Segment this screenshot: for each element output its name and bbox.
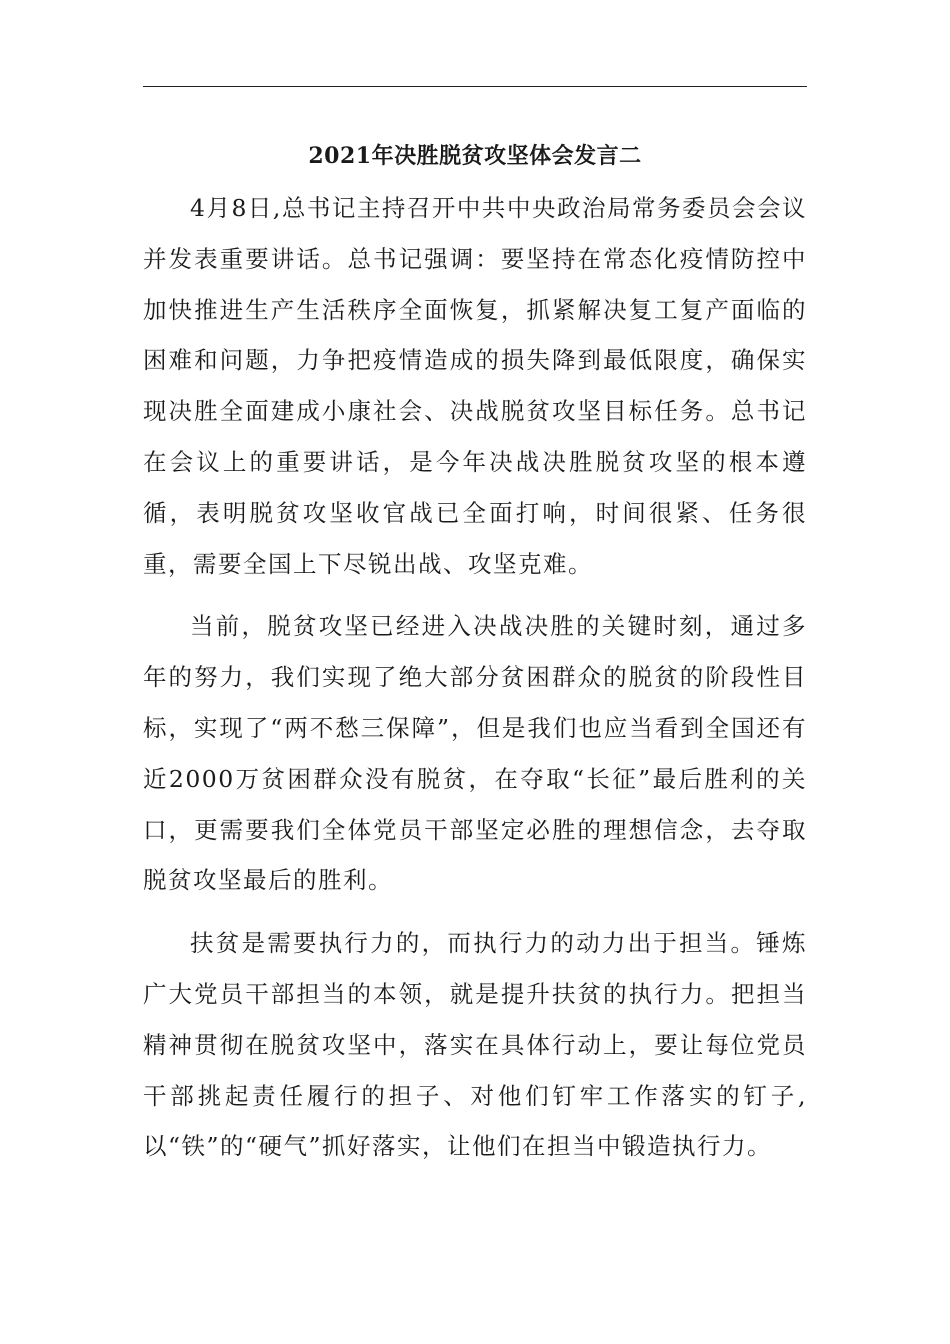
body-paragraph-1: 4月8日,总书记主持召开中共中央政治局常务委员会会议并发表重要讲话。总书记强调：要坚持在常态化疫情防控中加快推进生产生活秩序全面恢复，抓紧解决复工复产面临的困难和问题，力争把疫情造成的损失降到最低限度，确保实现决胜全面建成小康社会、决战脱贫攻坚目标任务。总书记在会议上的重要讲话，是今年决战决胜脱贫攻坚的根本遵循，表明脱贫攻坚收官战已全面打响，时间很紧、任务很重，需要全国上下尽锐出战、攻坚克难。 [143, 194, 807, 578]
body-paragraph-2: 当前，脱贫攻坚已经进入决战决胜的关键时刻，通过多年的努力，我们实现了绝大部分贫困群众的脱贫的阶段性目标，实现了“两不愁三保障”，但是我们也应当看到全国还有近2000万贫困群众没有脱贫，在夺取“长征”最后胜利的关口，更需要我们全体党员干部坚定必胜的理想信念，去夺取脱贫攻坚最后的胜利。 [143, 612, 807, 895]
document-title: 2021年决胜脱贫攻坚体会发言二 [308, 143, 642, 169]
header-rule [143, 86, 807, 87]
document-body [143, 183, 807, 1172]
body-paragraph-3: 扶贫是需要执行力的，而执行力的动力出于担当。锤炼广大党员干部担当的本领，就是提升扶贫的执行力。把担当精神贯彻在脱贫攻坚中，落实在具体行动上，要让每位党员干部挑起责任履行的担子、对他们钉牢工作落实的钉子,以“铁”的“硬气”抓好落实，让他们在担当中锻造执行力。 [143, 929, 807, 1161]
